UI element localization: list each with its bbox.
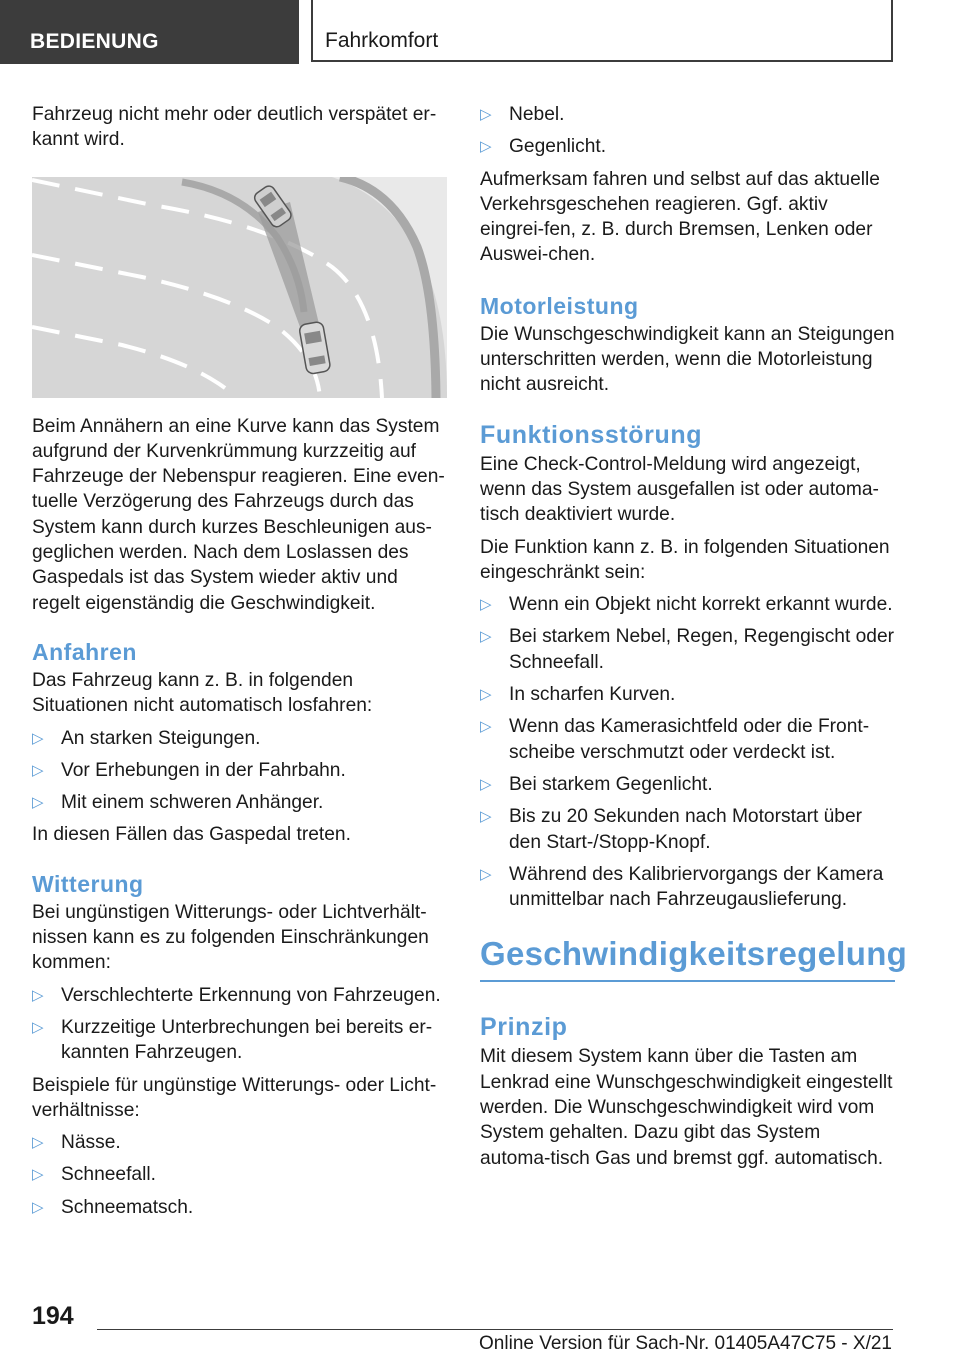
- bullet-icon: ▷: [480, 596, 492, 614]
- stoerung-list: [480, 592, 895, 912]
- bullet-icon: ▷: [480, 686, 492, 704]
- list-item: ▷ Kurzzeitige Unterbrechungen bei bereits er-kannten Fahrzeugen.: [32, 1016, 433, 1064]
- heading-funktionsstoerung: Funktionsstörung: [480, 420, 703, 449]
- chapter-title: Fahrkomfort: [325, 29, 439, 52]
- heading-prinzip: Prinzip: [480, 1013, 568, 1042]
- page-number: 194: [32, 1302, 74, 1330]
- bullet-icon: ▷: [32, 1198, 44, 1216]
- stoerung-text: Eine Check-Control-Meldung wird angezeigt, wenn das System ausgefallen ist oder automa-tisch deaktiviert wurde.: [480, 453, 879, 526]
- list-item: ▷ In scharfen Kurven.: [480, 682, 895, 707]
- footer-version: Online Version für Sach-Nr. 01405A47C75 - X/21: [479, 1333, 892, 1354]
- anfahren-text: Das Fahrzeug kann z. B. in folgenden Situationen nicht automatisch losfahren:: [32, 669, 373, 717]
- list-item: ▷ Schneefall.: [32, 1162, 447, 1187]
- anfahren-after: In diesen Fällen das Gaspedal treten.: [32, 824, 351, 846]
- list-item: ▷ Gegenlicht.: [480, 134, 895, 159]
- witterung-list: [32, 983, 447, 1066]
- attention-paragraph: Aufmerksam fahren und selbst auf das aktuelle Verkehrsgeschehen reagieren. Ggf. aktiv eingrei-fen, z. B. durch Bremsen, Lenken oder Auswei-chen.: [480, 168, 880, 266]
- motor-text: Die Wunschgeschwindigkeit kann an Steigungen unterschritten werden, wenn die Motorleistung nicht ausreicht.: [480, 323, 895, 396]
- bullet-icon: ▷: [32, 729, 44, 747]
- intro-paragraph: Fahrzeug nicht mehr oder deutlich verspätet er-kannt wird.: [32, 104, 437, 151]
- conditions-list: [480, 102, 895, 160]
- bullet-icon: ▷: [32, 761, 44, 779]
- bullet-icon: ▷: [480, 106, 492, 123]
- footer-divider: [97, 1329, 893, 1330]
- list-item: ▷ Nässe.: [32, 1130, 447, 1155]
- witterung-text: Bei ungünstigen Witterungs- oder Lichtverhält-nissen kann es zu folgenden Einschränkungen kommen:: [32, 901, 429, 974]
- chapter-tab: [311, 0, 893, 62]
- bullet-icon: ▷: [480, 718, 492, 736]
- section-title: BEDIENUNG: [30, 30, 159, 53]
- list-item: ▷ Bis zu 20 Sekunden nach Motorstart über den Start-/Stopp-Knopf.: [480, 806, 863, 853]
- list-item: ▷ Schneematsch.: [32, 1195, 447, 1220]
- list-item: ▷ Verschlechterte Erkennung von Fahrzeugen.: [32, 983, 447, 1008]
- bullet-icon: ▷: [32, 1134, 44, 1152]
- bullet-icon: ▷: [480, 808, 492, 826]
- bullet-icon: ▷: [480, 628, 492, 646]
- bullet-icon: ▷: [32, 1018, 44, 1036]
- section-tab: [0, 0, 299, 64]
- list-item: ▷ Bei starkem Gegenlicht.: [480, 772, 895, 797]
- bullet-icon: ▷: [480, 865, 492, 883]
- bullet-icon: ▷: [32, 1166, 44, 1184]
- list-item: ▷ Mit einem schweren Anhänger.: [32, 790, 447, 815]
- curve-paragraph: Beim Annähern an eine Kurve kann das System aufgrund der Kurvenkrümmung kurzzeitig auf Fahrzeuge der Nebenspur reagieren. Eine even-tuelle Verzögerung des Fahrzeugs durch das System kann durch kurzes Beschleunigen aus-geglichen werden. Nach dem Loslassen des Gaspedals ist das System wieder aktiv und regelt eigenständig die Geschwindigkeit.: [32, 415, 445, 614]
- list-item: ▷ Bei starkem Nebel, Regen, Regengischt oder Schneefall.: [480, 626, 895, 673]
- stoerung-text2: Die Funktion kann z. B. in folgenden Situationen eingeschränkt sein:: [480, 536, 890, 583]
- list-item: ▷ Wenn das Kamerasichtfeld oder die Front-scheibe verschmutzt oder verdeckt ist.: [480, 716, 870, 763]
- witterung-examples-list: [32, 1130, 447, 1220]
- prinzip-text: Mit diesem System kann über die Tasten am Lenkrad eine Wunschgeschwindigkeit eingestellt werden. Die Wunschgeschwindigkeit wird vom System gehalten. Dazu gibt das System automa-tisch Gas und bremst ggf. automatisch.: [480, 1046, 893, 1169]
- left-column: [32, 102, 447, 1227]
- bullet-icon: ▷: [32, 986, 44, 1004]
- right-column: [480, 102, 908, 1180]
- list-item: ▷ Vor Erhebungen in der Fahrbahn.: [32, 758, 447, 783]
- list-item: ▷ An starken Steigungen.: [32, 726, 447, 751]
- heading-anfahren: Anfahren: [32, 638, 137, 665]
- list-item: ▷ Während des Kalibriervorgangs der Kamera unmittelbar nach Fahrzeugauslieferung.: [480, 863, 884, 911]
- list-item: ▷ Wenn ein Objekt nicht korrekt erkannt wurde.: [480, 592, 895, 617]
- heading-geschwindigkeitsregelung: Geschwindigkeitsregelung: [480, 935, 908, 973]
- list-item: ▷ Nebel.: [480, 102, 895, 127]
- bullet-icon: ▷: [32, 794, 44, 812]
- curve-illustration: [32, 177, 447, 398]
- heading-witterung: Witterung: [32, 870, 144, 897]
- anfahren-list: [32, 726, 447, 816]
- heading-motorleistung: Motorleistung: [480, 292, 639, 319]
- bullet-icon: ▷: [480, 775, 492, 793]
- witterung-text2: Beispiele für ungünstige Witterungs- oder Licht-verhältnisse:: [32, 1074, 437, 1121]
- bullet-icon: ▷: [480, 138, 492, 156]
- chapter-heading-block: [480, 934, 908, 982]
